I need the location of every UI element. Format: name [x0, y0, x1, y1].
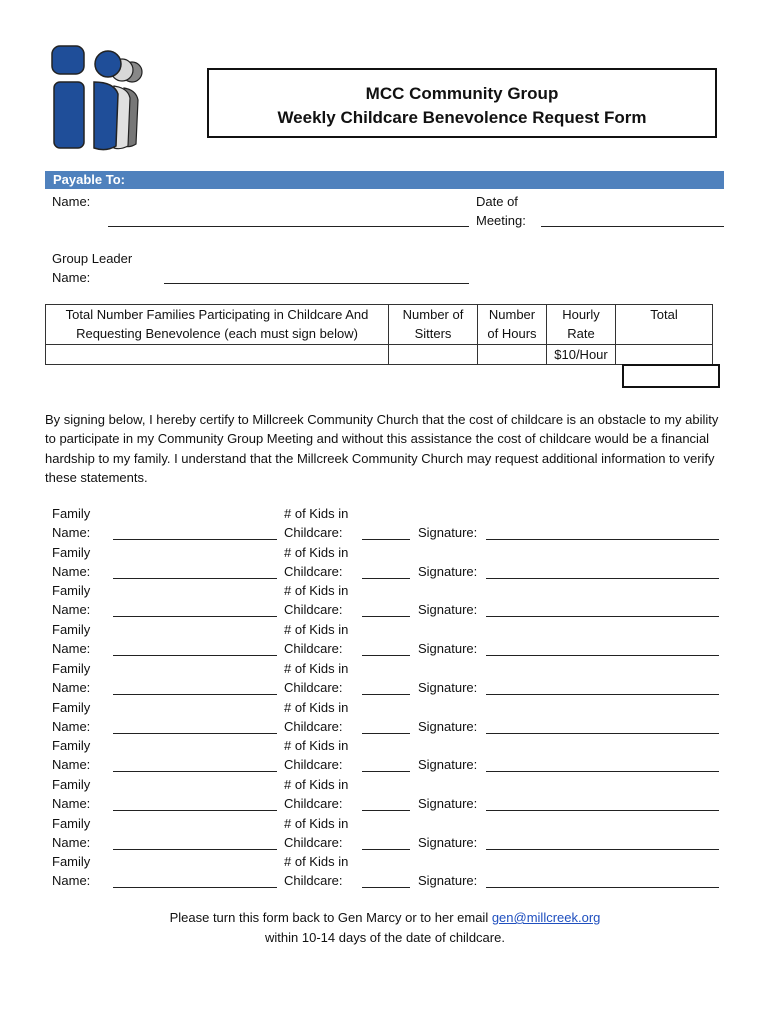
signature-label: Signature:	[418, 525, 478, 540]
header-hours-line2: of Hours	[487, 326, 537, 341]
header-families-line2: Requesting Benevolence (each must sign below)	[76, 326, 358, 341]
signature-label: Signature:	[418, 873, 478, 888]
kids-count-field[interactable]	[362, 887, 410, 888]
family-label-1: Family	[52, 738, 91, 753]
signature-label: Signature:	[418, 641, 478, 656]
signature-field[interactable]	[486, 849, 719, 850]
kids-count-field[interactable]	[362, 694, 410, 695]
header-rate	[547, 305, 616, 345]
family-label-2: Name:	[52, 796, 91, 811]
family-name-field[interactable]	[113, 694, 277, 695]
family-label-1: Family	[52, 622, 91, 637]
kids-label-1: # of Kids in	[284, 506, 349, 521]
kids-count-field[interactable]	[362, 810, 410, 811]
kids-label-2: Childcare:	[284, 641, 343, 656]
family-name-field[interactable]	[113, 849, 277, 850]
total-cell[interactable]	[616, 345, 713, 365]
sitters-count-cell[interactable]	[389, 345, 478, 365]
family-label-1: Family	[52, 661, 91, 676]
kids-label-1: # of Kids in	[284, 816, 349, 831]
family-name-field[interactable]	[113, 887, 277, 888]
signature-label: Signature:	[418, 757, 478, 772]
family-label-1: Family	[52, 816, 91, 831]
payable-to-bar: Payable To:	[45, 171, 724, 189]
family-label-2: Name:	[52, 680, 91, 695]
signature-label: Signature:	[418, 835, 478, 850]
totals-table	[45, 304, 713, 365]
footer-line2: within 10-14 days of the date of childcare.	[265, 930, 505, 945]
signature-label: Signature:	[418, 680, 478, 695]
date-of-meeting-label-1: Date of	[476, 194, 518, 209]
family-name-field[interactable]	[113, 655, 277, 656]
kids-label-2: Childcare:	[284, 796, 343, 811]
family-name-field[interactable]	[113, 771, 277, 772]
signature-field[interactable]	[486, 539, 719, 540]
family-label-2: Name:	[52, 564, 91, 579]
kids-count-field[interactable]	[362, 849, 410, 850]
families-count-cell[interactable]	[46, 345, 389, 365]
hourly-rate-cell: $10/Hour	[547, 345, 616, 365]
kids-label-2: Childcare:	[284, 680, 343, 695]
email-link[interactable]: gen@millcreek.org	[491, 910, 601, 925]
certification-statement: By signing below, I hereby certify to Millcreek Community Church that the cost of childcare is an obstacle to my ability to participate in my Community Group Meeting and without this assistance the cost of childcare would be a financial hardship to my family. I understand that the Millcreek Community Church may request additional information to verify these statements.	[45, 412, 719, 485]
family-label-2: Name:	[52, 641, 91, 656]
family-label-2: Name:	[52, 873, 91, 888]
name-field[interactable]	[108, 226, 469, 227]
kids-label-2: Childcare:	[284, 757, 343, 772]
signature-label: Signature:	[418, 564, 478, 579]
group-leader-label-2: Name:	[52, 270, 91, 285]
name-label: Name:	[52, 194, 91, 209]
header-sitters-line2: Sitters	[414, 326, 452, 341]
family-name-field[interactable]	[113, 578, 277, 579]
footer-note	[0, 908, 770, 948]
kids-label-1: # of Kids in	[284, 700, 349, 715]
church-logo	[50, 44, 146, 152]
family-name-field[interactable]	[113, 539, 277, 540]
signature-field[interactable]	[486, 578, 719, 579]
kids-count-field[interactable]	[362, 733, 410, 734]
family-label-1: Family	[52, 545, 91, 560]
signature-field[interactable]	[486, 616, 719, 617]
kids-count-field[interactable]	[362, 578, 410, 579]
kids-label-1: # of Kids in	[284, 854, 349, 869]
kids-label-2: Childcare:	[284, 873, 343, 888]
hours-count-cell[interactable]	[478, 345, 547, 365]
family-name-field[interactable]	[113, 733, 277, 734]
family-label-2: Name:	[52, 525, 91, 540]
signature-field[interactable]	[486, 887, 719, 888]
kids-label-1: # of Kids in	[284, 738, 349, 753]
header-families	[46, 305, 389, 345]
header-hours	[478, 305, 547, 345]
family-name-field[interactable]	[113, 616, 277, 617]
header-sitters-line1: Number of	[402, 307, 464, 322]
grand-total-box[interactable]	[622, 364, 720, 388]
header-total	[616, 305, 713, 345]
signature-field[interactable]	[486, 810, 719, 811]
family-label-2: Name:	[52, 602, 91, 617]
header-sitters	[389, 305, 478, 345]
kids-label-1: # of Kids in	[284, 583, 349, 598]
date-of-meeting-field[interactable]	[541, 226, 724, 227]
kids-label-2: Childcare:	[284, 719, 343, 734]
header-total-label: Total	[650, 307, 678, 322]
group-leader-label-1: Group Leader	[52, 251, 133, 266]
family-label-1: Family	[52, 506, 91, 521]
family-label-1: Family	[52, 777, 91, 792]
family-label-1: Family	[52, 700, 91, 715]
family-label-2: Name:	[52, 835, 91, 850]
signature-label: Signature:	[418, 602, 478, 617]
kids-label-1: # of Kids in	[284, 661, 349, 676]
family-name-field[interactable]	[113, 810, 277, 811]
kids-label-1: # of Kids in	[284, 777, 349, 792]
kids-label-2: Childcare:	[284, 525, 343, 540]
family-label-2: Name:	[52, 757, 91, 772]
date-of-meeting-label-2: Meeting:	[476, 213, 526, 228]
form-title-line1: MCC Community Group	[365, 84, 559, 103]
signature-label: Signature:	[418, 796, 478, 811]
signature-field[interactable]	[486, 733, 719, 734]
header-families-line1: Total Number Families Participating in Childcare And	[65, 307, 369, 322]
form-title-box	[207, 68, 717, 138]
signature-field[interactable]	[486, 771, 719, 772]
kids-label-2: Childcare:	[284, 564, 343, 579]
kids-count-field[interactable]	[362, 655, 410, 656]
header-hours-line1: Number	[488, 307, 536, 322]
signature-field[interactable]	[486, 655, 719, 656]
footer-line1-text: Please turn this form back to Gen Marcy or to her email	[169, 910, 492, 925]
kids-count-field[interactable]	[362, 616, 410, 617]
footer-line1	[0, 908, 770, 928]
family-label-1: Family	[52, 583, 91, 598]
signature-label: Signature:	[418, 719, 478, 734]
family-label-2: Name:	[52, 719, 91, 734]
kids-label-2: Childcare:	[284, 602, 343, 617]
form-title-line2: Weekly Childcare Benevolence Request Form	[277, 108, 647, 127]
kids-label-2: Childcare:	[284, 835, 343, 850]
header-rate-line1: Hourly	[562, 307, 600, 322]
kids-label-1: # of Kids in	[284, 545, 349, 560]
kids-label-1: # of Kids in	[284, 622, 349, 637]
kids-count-field[interactable]	[362, 771, 410, 772]
kids-count-field[interactable]	[362, 539, 410, 540]
signature-field[interactable]	[486, 694, 719, 695]
header-rate-line2: Rate	[567, 326, 595, 341]
group-leader-field[interactable]	[164, 283, 469, 284]
family-label-1: Family	[52, 854, 91, 869]
